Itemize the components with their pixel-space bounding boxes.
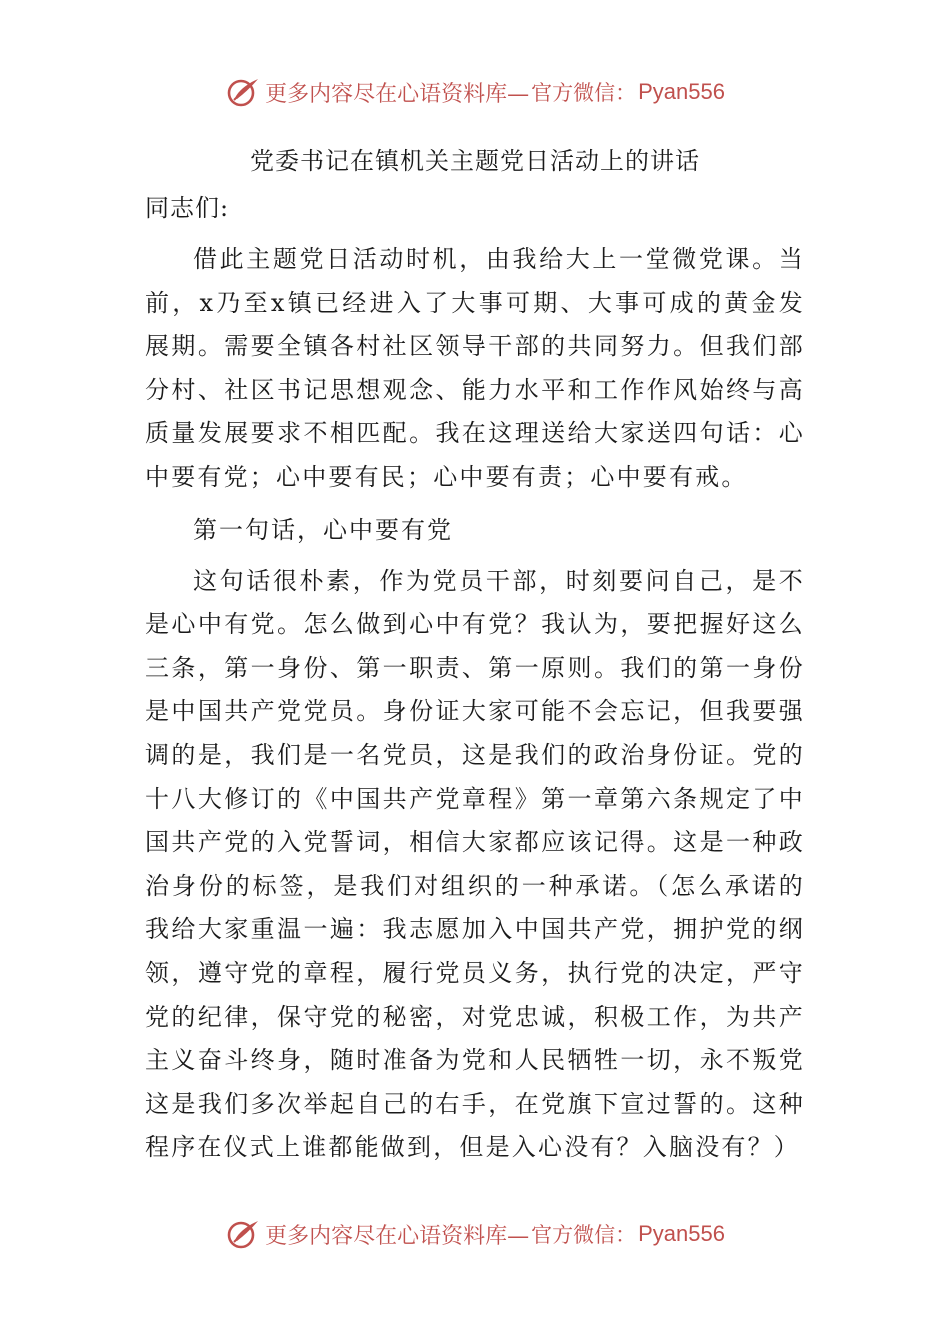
- section-heading: 第一句话，心中要有党: [193, 515, 453, 544]
- header-watermark-banner: [0, 72, 950, 112]
- salutation: 同志们:: [145, 194, 230, 222]
- quill-pen-logo-icon: [225, 74, 261, 110]
- wechat-label: 官方微信：: [531, 81, 637, 105]
- document-body: [145, 138, 805, 1178]
- watermark-text: 更多内容尽在心语资料库—: [265, 81, 530, 107]
- footer-watermark-banner: [0, 1214, 950, 1254]
- paragraph-intro: 借此主题党日活动时机，由我给大上一堂微党课。当前，x乃至x镇已经进入了大事可期、大事可成的黄金发展期。需要全镇各村社区领导干部的共同努力。但我们部分村、社区书记思想观念、能力水平和工作作风始终与高质量发展要求不相匹配。我在这理送给大家送四句话：心中要有党；心中要有民；心中要有责；心中要有戒。: [145, 245, 805, 491]
- document-title: 党委书记在镇机关主题党日活动上的讲话: [250, 147, 700, 175]
- paragraph-section-1: 这句话很朴素，作为党员干部，时刻要问自己，是不是心中有党。怎么做到心中有党？我认为，要把握好这么三条，第一身份、第一职责、第一原则。我们的第一身份是中国共产党党员。身份证大家可能不会忘记，但我要强调的是，我们是一名党员，这是我们的政治身份证。党的十八大修订的《中国共产党章程》第一章第六条规定了中国共产党的入党誓词，相信大家都应该记得。这是一种政治身份的标签，是我们对组织的一种承诺。（怎么承诺的我给大家重温一遍：我志愿加入中国共产党，拥护党的纲领，遵守党的章程，履行党员义务，执行党的决定，严守党的纪律，保守党的秘密，对党忠诚，积极工作，为共产主义奋斗终身，随时准备为党和人民牺牲一切，永不叛党这是我们多次举起自己的右手，在党旗下宣过誓的。这种程序在仪式上谁都能做到，但是入心没有？入脑没有？）: [145, 566, 805, 1162]
- wechat-id: Pyan556: [638, 79, 725, 104]
- quill-pen-logo-icon: [225, 1216, 261, 1252]
- wechat-label: 官方微信：: [531, 1223, 637, 1247]
- wechat-id: Pyan556: [638, 1221, 725, 1246]
- watermark-text: 更多内容尽在心语资料库—: [265, 1223, 530, 1249]
